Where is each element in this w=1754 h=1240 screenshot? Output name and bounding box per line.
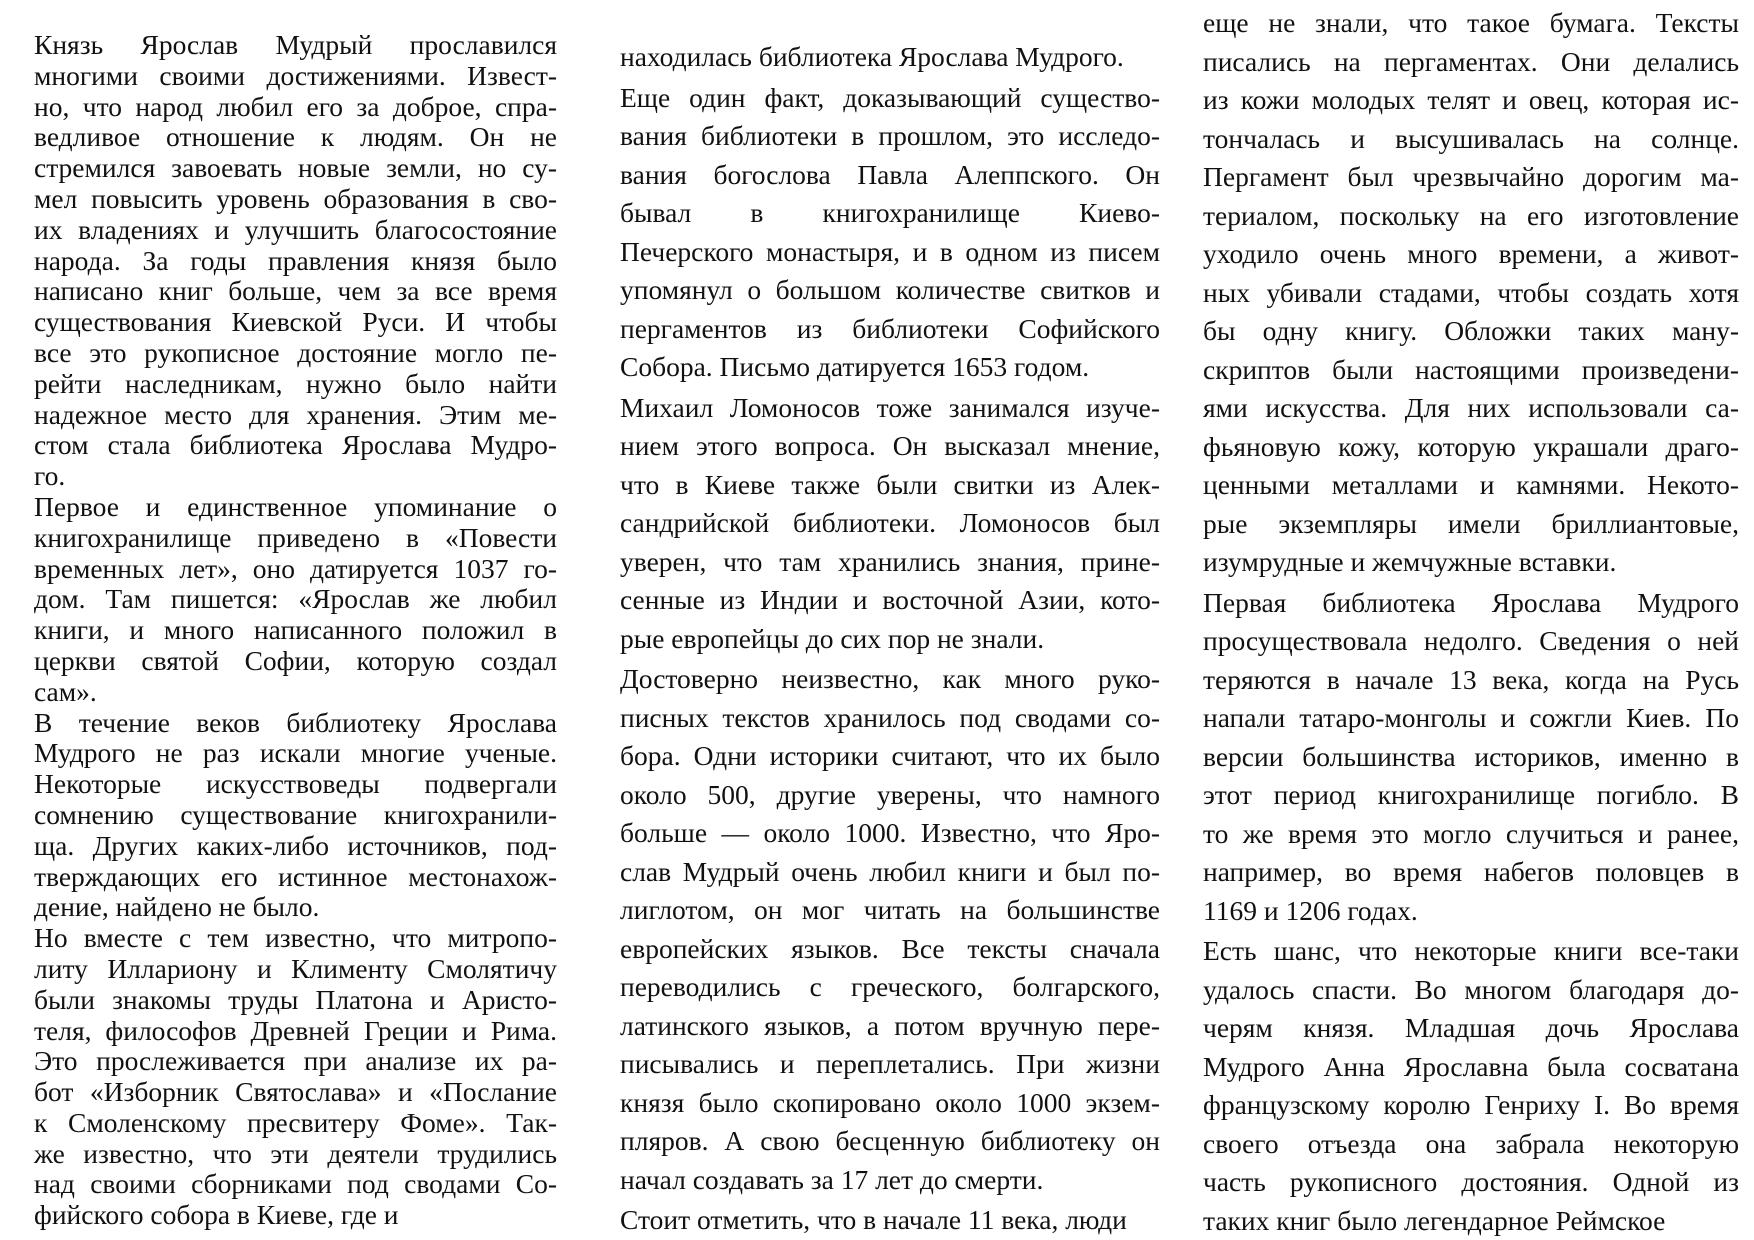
text-line: рейти наследникам, нужно было найти (34, 367, 557, 399)
text-line: бот «Изборник Святослава» и «Послание (34, 1076, 557, 1108)
text-line: Первая библиотека Ярослава Мудрого (1203, 586, 1739, 618)
text-line: этот период книгохранилище погибло. В (1203, 779, 1739, 810)
text-line: Мудрого Анна Ярославна была сосватана (1203, 1050, 1739, 1082)
paragraph (1203, 4, 1739, 582)
text-line: были знакомы труды Платона и Аристо- (34, 983, 557, 1015)
text-line: временных лет», оно датируется 1037 го- (34, 552, 557, 584)
text-line: писных текстов хранилось под сводами со- (620, 701, 1160, 733)
text-line: Князь Ярослав Мудрый прославился (34, 29, 557, 60)
text-line: европейских языков. Все тексты сначала (620, 932, 1160, 964)
text-line: их владениях и улучшить благосостояние (34, 213, 557, 245)
paragraph (1203, 584, 1739, 931)
text-line: переводились с греческого, болгарского, (620, 971, 1160, 1002)
text-line: Еще один факт, доказывающий существо- (620, 81, 1160, 113)
text-line: к Смоленскому пресвитеру Фоме». Так- (34, 1106, 557, 1138)
text-line: надежное место для хранения. Этим ме- (34, 398, 557, 430)
text-line: тверждающих его истинное местонахож- (34, 860, 557, 892)
text-line: слав Мудрый очень любил книги и был по- (620, 855, 1160, 887)
text-line: ных убивали стадами, чтобы создать хотя (1203, 276, 1739, 308)
text-line: териалом, поскольку на его изготовление (1203, 199, 1739, 231)
text-line: упомянул о большом количестве свитков и (620, 274, 1160, 305)
text-line: уходило очень много времени, а живот- (1203, 238, 1739, 269)
text-line: существования Киевской Руси. И чтобы (34, 306, 557, 338)
text-line: просуществовала недолго. Сведения о ней (1203, 625, 1739, 656)
text-line: вания библиотеки в прошлом, это исследо- (620, 120, 1160, 151)
text-line: Стоит отметить, что в начале 11 века, люди (620, 1204, 1127, 1235)
text-line: сенные из Индии и восточной Азии, кото- (620, 584, 1160, 615)
text-line: Михаил Ломоносов тоже занимался изуче- (620, 391, 1160, 423)
text-column-1 (34, 30, 557, 1231)
text-line: церкви святой Софии, которую создал (34, 644, 557, 676)
text-line: ценными металлами и камнями. Некото- (1203, 469, 1739, 500)
text-line: находилась библиотека Ярослава Мудрого. (620, 41, 1124, 72)
text-line: ями искусства. Для них использовали са- (1203, 392, 1739, 423)
text-line: сам». (34, 675, 97, 707)
text-line: Достоверно неизвестно, как много руко- (620, 663, 1160, 694)
text-line: тончалась и высушивалась на солнце. (1203, 122, 1739, 154)
text-line: то же время это могло случиться и ранее, (1203, 817, 1739, 849)
text-line: стремился завоевать новые земли, но су- (34, 152, 557, 184)
text-line: лиглотом, он мог читать на большинстве (620, 894, 1160, 925)
paragraph (620, 389, 1160, 659)
paragraph (34, 30, 557, 492)
paragraph (620, 79, 1160, 387)
text-line: но, что народ любил его за доброе, спра- (34, 90, 557, 122)
text-line: из кожи молодых телят и овец, которая ис- (1203, 84, 1739, 115)
text-line: многими своими достижениями. Извест- (34, 59, 557, 91)
text-line: еще не знали, что такое бумага. Тексты (1203, 7, 1739, 38)
text-line: больше — около 1000. Известно, что Яро- (620, 817, 1160, 848)
text-line: 1169 и 1206 годах. (1203, 894, 1418, 926)
paragraph (34, 923, 557, 1231)
text-line: французскому королю Генриху I. Во время (1203, 1089, 1739, 1120)
text-line: пляров. А свою бесценную библиотеку он (620, 1125, 1160, 1156)
text-line: начал создавать за 17 лет до смерти. (620, 1163, 1044, 1195)
paragraph (1203, 932, 1739, 1240)
text-line: своего отъезда она забрала некоторую (1203, 1127, 1739, 1159)
text-line: Собора. Письмо датируется 1653 годом. (620, 351, 1090, 382)
text-line: сомнению существование книгохранили- (34, 798, 557, 830)
text-line: Некоторые искусствоведы подвергали (34, 768, 557, 800)
text-line: Есть шанс, что некоторые книги все-таки (1203, 935, 1739, 966)
text-line: скриптов были настоящими произведени- (1203, 353, 1739, 385)
text-line: например, во время набегов половцев в (1203, 856, 1739, 887)
text-line: же известно, что эти деятели трудились (34, 1137, 557, 1169)
text-line: В течение веков библиотеку Ярослава (34, 706, 557, 738)
text-line: бора. Одни историки считают, что их было (620, 740, 1160, 771)
text-line: вания богослова Павла Алеппского. Он (620, 158, 1160, 190)
text-line: Печерского монастыря, и в одном из писем (620, 235, 1160, 267)
text-line: мел повысить уровень образования в сво- (34, 182, 557, 214)
text-line: писывались и переплетались. При жизни (620, 1048, 1160, 1079)
text-line: ща. Других каких-либо источников, под- (34, 829, 557, 861)
text-line: рые экземпляры имели бриллиантовые, (1203, 507, 1739, 539)
text-line: стом стала библиотека Ярослава Мудро- (34, 429, 557, 461)
paragraph (34, 708, 557, 924)
text-line: фьяновую кожу, которую украшали драго- (1203, 430, 1739, 462)
text-column-2 (620, 38, 1160, 1240)
paragraph (620, 38, 1160, 77)
text-line: го. (34, 460, 66, 492)
text-line: над своими сборниками под сводами Со- (34, 1168, 557, 1200)
text-line: ведливое отношение к людям. Он не (34, 121, 557, 153)
text-line: Первое и единственное упоминание о (34, 490, 557, 522)
text-line: сандрийской библиотеки. Ломоносов был (620, 507, 1160, 538)
paragraph (34, 492, 557, 708)
text-line: фийского собора в Киеве, где и (34, 1199, 399, 1231)
text-line: Мудрого не раз искали многие ученые. (34, 737, 557, 769)
text-line: таких книг было легендарное Реймское (1203, 1204, 1666, 1236)
text-line: теля, философов Древней Греции и Рима. (34, 1014, 557, 1046)
text-line: версии большинства историков, именно в (1203, 740, 1739, 772)
text-line: Это прослеживается при анализе их ра- (34, 1045, 557, 1077)
text-line: народа. За годы правления князя было (34, 244, 557, 276)
text-line: что в Киеве также были свитки из Алек- (620, 468, 1160, 500)
text-line: пергаментов из библиотеки Софийского (620, 312, 1160, 344)
text-line: князя было скопировано около 1000 экзем- (620, 1086, 1160, 1118)
text-line: Пергамент был чрезвычайно дорогим ма- (1203, 161, 1739, 192)
text-line: литу Иллариону и Клименту Смолятичу (34, 952, 557, 984)
text-line: дом. Там пишется: «Ярослав же любил (34, 583, 557, 615)
text-line: изумрудные и жемчужные вставки. (1203, 546, 1617, 577)
text-line: уверен, что там хранились знания, прине- (620, 545, 1160, 577)
text-line: дение, найдено не было. (34, 891, 320, 923)
text-line: черям князя. Младшая дочь Ярослава (1203, 1012, 1739, 1043)
text-line: часть рукописного достояния. Одной из (1203, 1166, 1739, 1197)
text-line: книги, и много написанного положил в (34, 614, 557, 646)
text-line: рые европейцы до сих пор не знали. (620, 622, 1045, 654)
text-line: книгохранилище приведено в «Повести (34, 521, 557, 553)
text-line: латинского языков, а потом вручную пере- (620, 1009, 1160, 1041)
text-line: напали татаро-монголы и сожгли Киев. По (1203, 702, 1739, 733)
text-line: Но вместе с тем известно, что митропо- (34, 922, 557, 954)
text-line: бывал в книгохранилище Киево- (620, 197, 1160, 228)
text-line: нием этого вопроса. Он высказал мнение, (620, 430, 1160, 461)
text-line: все это рукописное достояние могло пе- (34, 336, 557, 368)
text-column-3 (1203, 4, 1739, 1240)
text-line: теряются в начале 13 века, когда на Русь (1203, 663, 1739, 695)
text-line: удалось спасти. Во многом благодаря до- (1203, 973, 1739, 1005)
text-line: около 500, другие уверены, что намного (620, 778, 1160, 810)
text-line: бы одну книгу. Обложки таких ману- (1203, 315, 1739, 346)
paragraph (620, 1201, 1160, 1240)
text-line: писались на пергаментах. Они делались (1203, 45, 1739, 77)
text-line: написано книг больше, чем за все время (34, 275, 557, 307)
paragraph (620, 660, 1160, 1199)
